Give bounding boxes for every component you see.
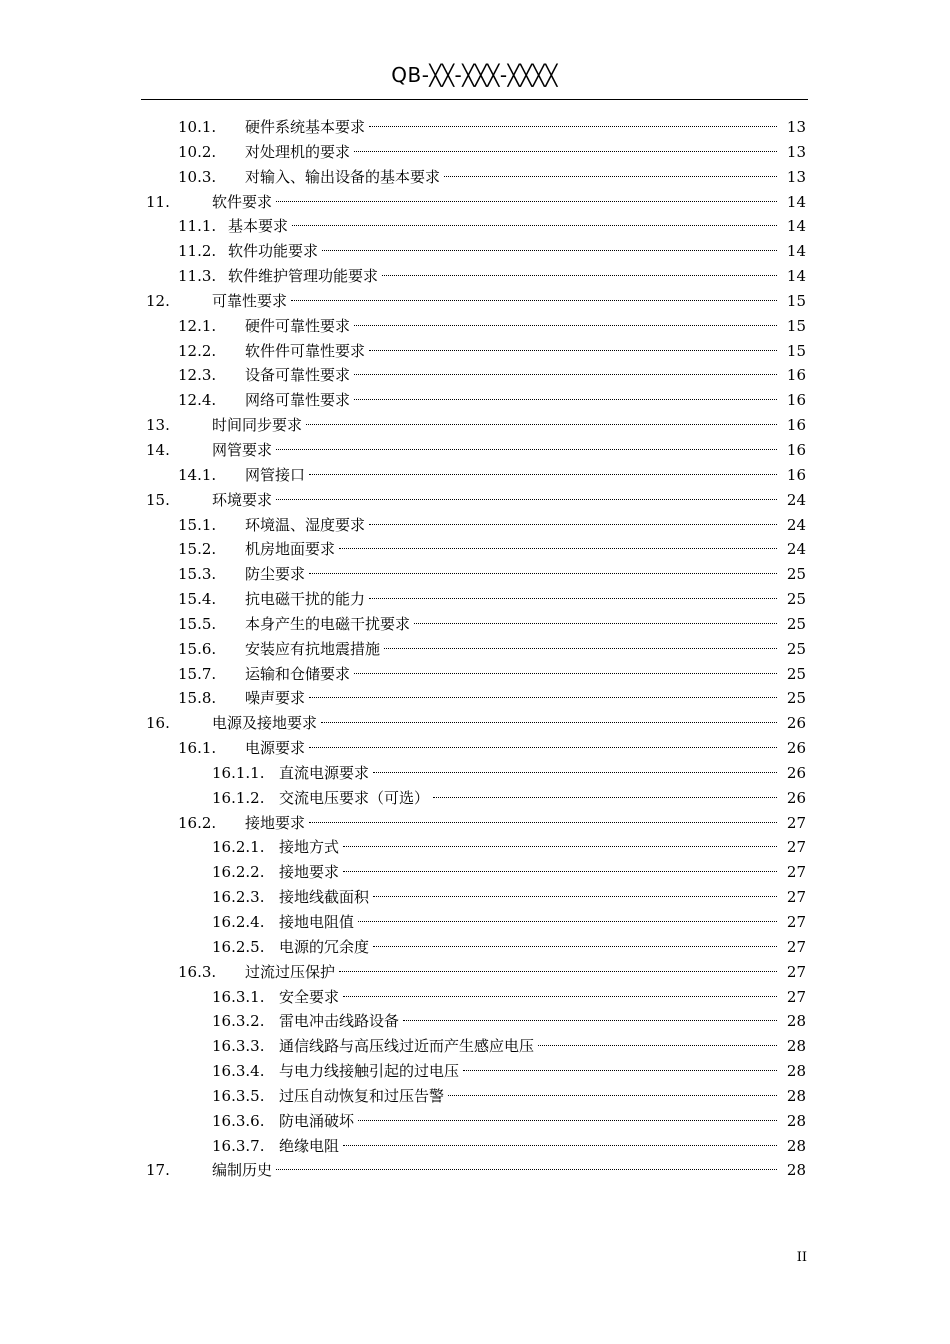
toc-entry[interactable] <box>0 438 950 463</box>
dot-leader <box>354 325 777 326</box>
toc-entry-page: 13 <box>786 118 806 136</box>
toc-entry-page: 26 <box>786 739 806 758</box>
toc-entry-number: 16.3.7. <box>212 1136 265 1155</box>
dot-leader <box>343 846 777 847</box>
dot-leader <box>444 176 777 177</box>
toc-entry-page: 28 <box>786 1136 806 1155</box>
dot-leader <box>306 424 777 425</box>
toc-entry-page: 15 <box>786 341 806 360</box>
toc-entry-title: 软件要求 <box>212 190 274 215</box>
toc-entry[interactable] <box>0 761 950 786</box>
toc-entry-title: 防电涌破坏 <box>279 1109 356 1134</box>
dot-leader <box>358 921 777 922</box>
toc-entry-page: 26 <box>786 788 806 807</box>
toc-entry-title: 电源的冗余度 <box>279 935 371 960</box>
toc-entry[interactable] <box>0 239 950 264</box>
dot-leader <box>354 673 777 674</box>
toc-entry-title: 环境要求 <box>212 488 274 513</box>
toc-entry-title: 运输和仓储要求 <box>245 662 352 687</box>
toc-entry[interactable] <box>0 1134 950 1159</box>
dot-leader <box>369 598 777 599</box>
toc-entry-number: 15.8. <box>178 689 217 708</box>
dot-leader <box>276 1169 777 1170</box>
toc-entry-title: 软件功能要求 <box>228 239 320 264</box>
toc-entry-title: 绝缘电阻 <box>279 1134 341 1159</box>
toc-entry[interactable] <box>0 910 950 935</box>
dot-leader <box>369 350 777 351</box>
toc-entry-title: 网络可靠性要求 <box>245 388 352 413</box>
dot-leader <box>276 499 777 500</box>
toc-entry-number: 12. <box>146 291 170 310</box>
toc-entry[interactable] <box>0 960 950 985</box>
toc-entry[interactable] <box>0 786 950 811</box>
toc-entry-page: 14 <box>786 267 806 286</box>
toc-entry-number: 16.3.1. <box>212 987 265 1006</box>
toc-entry-title: 过压自动恢复和过压告警 <box>279 1084 446 1109</box>
toc-entry-title: 过流过压保护 <box>245 960 337 985</box>
toc-entry-number: 16.2.1. <box>212 838 265 857</box>
dot-leader <box>309 697 777 698</box>
toc-entry-number: 16.3.4. <box>212 1062 265 1081</box>
toc-entry-title: 网管接口 <box>245 463 307 488</box>
toc-entry-number: 16.1. <box>178 739 217 758</box>
toc-entry-page: 16 <box>786 366 806 385</box>
toc-entry-title: 软件件可靠性要求 <box>245 339 367 364</box>
toc-entry-title: 对处理机的要求 <box>245 140 352 165</box>
toc-entry-page: 27 <box>786 838 806 857</box>
toc-entry-page: 27 <box>786 913 806 931</box>
dot-leader <box>373 946 777 947</box>
toc-entry-page: 15 <box>786 291 806 310</box>
toc-entry-number: 16.1.2. <box>212 788 265 807</box>
toc-entry-number: 12.3. <box>178 366 217 385</box>
toc-entry-number: 12.2. <box>178 341 217 360</box>
toc-entry[interactable] <box>0 115 950 140</box>
dot-leader <box>321 722 777 723</box>
dot-leader <box>292 225 777 226</box>
toc-entry-title: 雷电冲击线路设备 <box>279 1009 401 1034</box>
toc-entry-number: 16.3.6. <box>212 1111 265 1130</box>
toc-entry-page: 28 <box>786 1037 806 1056</box>
header-rule <box>141 99 808 100</box>
toc-entry-number: 15. <box>146 490 170 509</box>
toc-entry[interactable] <box>0 935 950 960</box>
dot-leader <box>276 449 777 450</box>
toc-entry-page: 24 <box>786 515 806 534</box>
toc-entry-number: 16.2.4. <box>212 913 265 931</box>
toc-entry-title: 设备可靠性要求 <box>245 363 352 388</box>
toc-entry[interactable] <box>0 811 950 836</box>
toc-entry-number: 16. <box>146 714 170 733</box>
toc-entry-page: 28 <box>786 1012 806 1031</box>
toc-entry-page: 14 <box>786 242 806 261</box>
dot-leader <box>369 126 777 127</box>
toc-entry-number: 14. <box>146 440 170 459</box>
toc-entry-title: 可靠性要求 <box>212 289 289 314</box>
dot-leader <box>343 1145 777 1146</box>
dot-leader <box>291 300 777 301</box>
toc-entry[interactable] <box>0 835 950 860</box>
toc-entry[interactable] <box>0 363 950 388</box>
dot-leader <box>354 374 777 375</box>
toc-entry-number: 16.2.5. <box>212 937 265 956</box>
dot-leader <box>309 747 777 748</box>
table-of-contents <box>0 115 950 1183</box>
toc-entry-title: 安全要求 <box>279 985 341 1010</box>
dot-leader <box>358 1120 777 1121</box>
toc-entry[interactable] <box>0 413 950 438</box>
toc-entry[interactable] <box>0 1109 950 1134</box>
toc-entry[interactable] <box>0 190 950 215</box>
toc-entry-number: 16.3. <box>178 962 217 981</box>
toc-entry[interactable] <box>0 214 950 239</box>
toc-entry-page: 16 <box>786 465 806 484</box>
toc-entry[interactable] <box>0 463 950 488</box>
toc-entry[interactable] <box>0 637 950 662</box>
dot-leader <box>414 623 777 624</box>
toc-entry[interactable] <box>0 1059 950 1084</box>
toc-entry-title: 机房地面要求 <box>245 537 337 562</box>
toc-entry-title: 接地线截面积 <box>279 885 371 910</box>
dot-leader <box>373 896 777 897</box>
toc-entry-title: 硬件系统基本要求 <box>245 115 367 140</box>
toc-entry-title: 接地方式 <box>279 835 341 860</box>
toc-entry-number: 16.2.2. <box>212 863 265 882</box>
toc-entry-page: 27 <box>786 987 806 1006</box>
dot-leader <box>309 573 777 574</box>
toc-entry-number: 16.2. <box>178 813 217 832</box>
toc-entry-number: 12.4. <box>178 391 217 410</box>
toc-entry-page: 25 <box>786 565 806 584</box>
page-number: II <box>796 1250 807 1265</box>
toc-entry-page: 25 <box>786 664 806 683</box>
toc-entry-page: 15 <box>786 316 806 335</box>
toc-entry-number: 17. <box>146 1161 170 1180</box>
toc-entry[interactable] <box>0 562 950 587</box>
toc-entry-number: 16.3.2. <box>212 1012 265 1031</box>
toc-entry[interactable] <box>0 513 950 538</box>
dot-leader <box>339 548 777 549</box>
toc-entry-page: 25 <box>786 639 806 658</box>
toc-entry-number: 15.2. <box>178 540 217 559</box>
dot-leader <box>309 474 777 475</box>
dot-leader <box>322 250 777 251</box>
toc-entry-page: 16 <box>786 416 806 435</box>
toc-entry-page: 27 <box>786 937 806 956</box>
toc-entry[interactable] <box>0 860 950 885</box>
toc-entry-title: 环境温、湿度要求 <box>245 513 367 538</box>
toc-entry[interactable] <box>0 686 950 711</box>
dot-leader <box>382 275 777 276</box>
toc-entry-page: 13 <box>786 142 806 161</box>
toc-entry-title: 接地电阻值 <box>279 910 356 935</box>
toc-entry-title: 直流电源要求 <box>279 761 371 786</box>
dot-leader <box>354 151 777 152</box>
toc-entry-title: 时间同步要求 <box>212 413 304 438</box>
toc-entry-page: 27 <box>786 813 806 832</box>
toc-entry-page: 26 <box>786 763 806 782</box>
toc-entry[interactable] <box>0 711 950 736</box>
toc-entry[interactable] <box>0 165 950 190</box>
toc-entry[interactable] <box>0 289 950 314</box>
toc-entry[interactable] <box>0 662 950 687</box>
toc-entry-number: 16.3.3. <box>212 1037 265 1056</box>
toc-entry-page: 27 <box>786 962 806 981</box>
document-code: QB-╳╳-╳╳╳-╳╳╳╳ <box>391 63 558 87</box>
toc-entry-number: 15.4. <box>178 590 217 609</box>
toc-entry[interactable] <box>0 612 950 637</box>
toc-entry-page: 27 <box>786 888 806 907</box>
toc-entry[interactable] <box>0 885 950 910</box>
toc-entry[interactable] <box>0 1084 950 1109</box>
toc-entry-title: 接地要求 <box>279 860 341 885</box>
toc-entry-number: 15.7. <box>178 664 217 683</box>
toc-entry-title: 本身产生的电磁干扰要求 <box>245 612 412 637</box>
toc-entry-number: 12.1. <box>178 316 217 335</box>
toc-entry-number: 16.2.3. <box>212 888 265 907</box>
toc-entry-number: 13. <box>146 416 170 435</box>
toc-entry-title: 安装应有抗地震措施 <box>245 637 382 662</box>
dot-leader <box>276 201 777 202</box>
toc-entry-page: 28 <box>786 1086 806 1105</box>
toc-entry-page: 25 <box>786 590 806 609</box>
toc-entry-title: 硬件可靠性要求 <box>245 314 352 339</box>
toc-entry-page: 26 <box>786 714 806 733</box>
dot-leader <box>403 1020 777 1021</box>
toc-entry-title: 噪声要求 <box>245 686 307 711</box>
dot-leader <box>448 1095 777 1096</box>
toc-entry-number: 11.2. <box>178 242 217 261</box>
toc-entry-page: 25 <box>786 614 806 633</box>
toc-entry-page: 16 <box>786 391 806 410</box>
dot-leader <box>538 1045 777 1046</box>
dot-leader <box>373 772 777 773</box>
toc-entry-page: 27 <box>786 863 806 882</box>
toc-entry-title: 基本要求 <box>228 214 290 239</box>
toc-entry[interactable] <box>0 537 950 562</box>
toc-entry-page: 25 <box>786 689 806 708</box>
toc-entry[interactable] <box>0 736 950 761</box>
dot-leader <box>339 971 777 972</box>
toc-entry[interactable] <box>0 339 950 364</box>
dot-leader <box>309 822 777 823</box>
toc-entry-page: 24 <box>786 540 806 559</box>
toc-entry-number: 15.6. <box>178 639 217 658</box>
toc-entry-number: 11. <box>146 192 170 211</box>
toc-entry[interactable] <box>0 985 950 1010</box>
toc-entry-number: 16.1.1. <box>212 763 265 782</box>
page-header <box>141 60 808 100</box>
toc-entry-page: 24 <box>786 490 806 509</box>
toc-entry-title: 抗电磁干扰的能力 <box>245 587 367 612</box>
toc-entry[interactable] <box>0 388 950 413</box>
toc-entry-page: 14 <box>786 192 806 211</box>
toc-entry-title: 交流电压要求（可选） <box>279 786 431 811</box>
toc-entry-page: 28 <box>786 1161 806 1180</box>
toc-entry-number: 10.2. <box>178 142 217 161</box>
toc-entry-title: 对输入、输出设备的基本要求 <box>245 165 442 190</box>
toc-entry-title: 通信线路与高压线过近而产生感应电压 <box>279 1034 536 1059</box>
toc-entry[interactable] <box>0 1034 950 1059</box>
toc-entry-number: 10.3. <box>178 167 217 186</box>
toc-entry-title: 编制历史 <box>212 1158 274 1183</box>
toc-entry[interactable] <box>0 314 950 339</box>
toc-entry[interactable] <box>0 1158 950 1183</box>
toc-entry-page: 14 <box>786 217 806 236</box>
toc-entry-page: 28 <box>786 1062 806 1081</box>
toc-entry-number: 16.3.5. <box>212 1086 265 1105</box>
toc-entry-page: 28 <box>786 1111 806 1130</box>
toc-entry-title: 电源及接地要求 <box>212 711 319 736</box>
toc-entry-number: 15.1. <box>178 515 217 534</box>
dot-leader <box>433 797 777 798</box>
toc-entry[interactable] <box>0 140 950 165</box>
toc-entry-page: 16 <box>786 440 806 459</box>
toc-entry-page: 13 <box>786 167 806 186</box>
toc-entry-title: 电源要求 <box>245 736 307 761</box>
toc-entry-number: 11.1. <box>178 217 217 236</box>
toc-entry-title: 与电力线接触引起的过电压 <box>279 1059 461 1084</box>
toc-entry-number: 10.1. <box>178 118 217 136</box>
toc-entry[interactable] <box>0 264 950 289</box>
dot-leader <box>343 996 777 997</box>
dot-leader <box>369 524 777 525</box>
toc-entry-number: 14.1. <box>178 465 217 484</box>
toc-entry-title: 软件维护管理功能要求 <box>228 264 380 289</box>
dot-leader <box>384 648 777 649</box>
dot-leader <box>354 399 777 400</box>
toc-entry[interactable] <box>0 587 950 612</box>
toc-entry-number: 15.5. <box>178 614 217 633</box>
toc-entry-number: 11.3. <box>178 267 217 286</box>
toc-entry-title: 防尘要求 <box>245 562 307 587</box>
toc-entry[interactable] <box>0 1009 950 1034</box>
toc-entry-number: 15.3. <box>178 565 217 584</box>
toc-entry-title: 网管要求 <box>212 438 274 463</box>
toc-entry-title: 接地要求 <box>245 811 307 836</box>
toc-entry[interactable] <box>0 488 950 513</box>
dot-leader <box>343 871 777 872</box>
dot-leader <box>463 1070 777 1071</box>
